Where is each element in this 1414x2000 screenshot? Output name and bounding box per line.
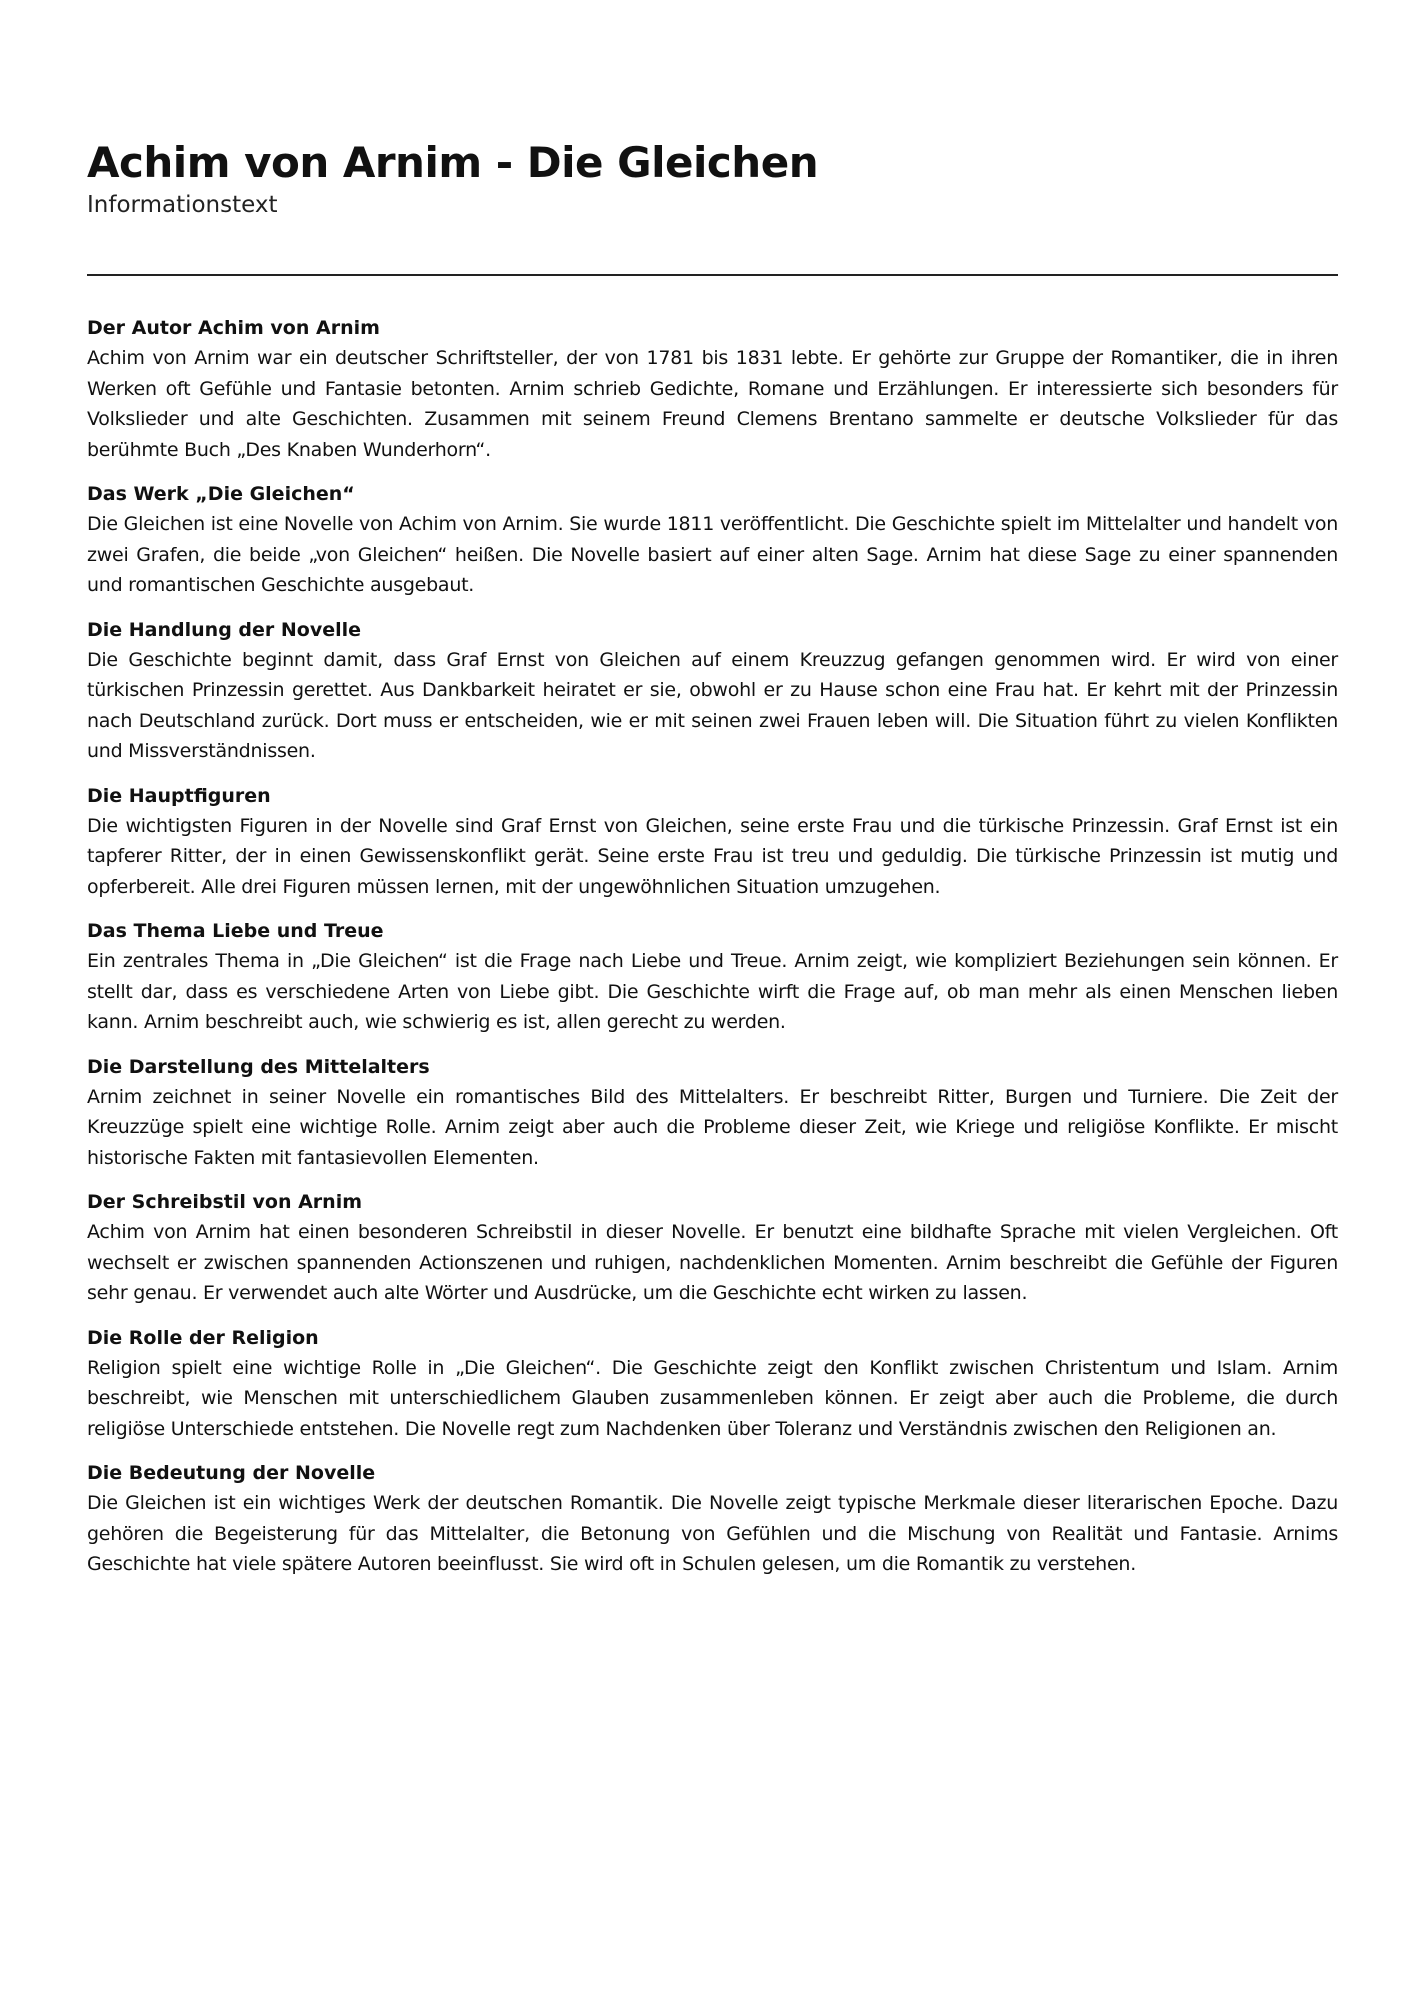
section-text: Achim von Arnim hat einen besonderen Schreibstil in dieser Novelle. Er benutzt eine bildhafte Sprache mit vielen Vergleichen. Oft wechselt er zwischen spannenden Actionszenen und ruhigen, nachdenklichen Momenten. Arnim beschreibt die Gefühle der Figuren sehr genau. Er verwendet auch alte Wörter und Ausdrücke, um die Geschichte echt wirken zu lassen. xyxy=(87,1221,1338,1304)
section-middle-ages xyxy=(87,1052,1338,1174)
section-text: Achim von Arnim war ein deutscher Schriftsteller, der von 1781 bis 1831 lebte. Er gehörte zur Gruppe der Romantiker, die in ihren Werken oft Gefühle und Fantasie betonten. Arnim schrieb Gedichte, Romane und Erzählungen. Er interessierte sich besonders für Volkslieder und alte Geschichten. Zusammen mit seinem Freund Clemens Brentano sammelte er deutsche Volkslieder für das berühmte Buch „Des Knaben Wunderhorn“. xyxy=(87,347,1338,461)
section-text: Arnim zeichnet in seiner Novelle ein romantisches Bild des Mittelalters. Er beschreibt Ritter, Burgen und Turniere. Die Zeit der Kreuzzüge spielt eine wichtige Rolle. Arnim zeigt aber auch die Probleme dieser Zeit, wie Kriege und religiöse Konflikte. Er mischt historische Fakten mit fantasievollen Elementen. xyxy=(87,1085,1338,1169)
section-heading: Der Schreibstil von Arnim xyxy=(87,1191,363,1213)
sections-container xyxy=(87,313,1338,1580)
section-author xyxy=(87,313,1338,465)
title-divider xyxy=(87,274,1338,276)
document-page xyxy=(87,138,1338,1594)
section-significance xyxy=(87,1458,1338,1580)
section-theme xyxy=(87,916,1338,1038)
section-heading: Die Bedeutung der Novelle xyxy=(87,1462,376,1484)
section-text: Die Gleichen ist ein wichtiges Werk der deutschen Romantik. Die Novelle zeigt typische Merkmale dieser literarischen Epoche. Dazu gehören die Begeisterung für das Mittelalter, die Betonung von Gefühlen und die Mischung von Realität und Fantasie. Arnims Geschichte hat viele spätere Autoren beeinflusst. Sie wird oft in Schulen gelesen, um die Romantik zu verstehen. xyxy=(87,1492,1338,1575)
section-heading: Die Rolle der Religion xyxy=(87,1326,319,1349)
section-text: Ein zentrales Thema in „Die Gleichen“ ist die Frage nach Liebe und Treue. Arnim zeigt, wie kompliziert Beziehungen sein können. Er stellt dar, dass es verschiedene Arten von Liebe gibt. Die Geschichte wirft die Frage auf, ob man mehr als einen Menschen lieben kann. Arnim beschreibt auch, wie schwierig es ist, allen gerecht zu werden. xyxy=(87,950,1338,1033)
section-heading: Das Werk „Die Gleichen“ xyxy=(87,483,355,505)
section-characters xyxy=(87,781,1338,903)
section-text: Die Gleichen ist eine Novelle von Achim von Arnim. Sie wurde 1811 veröffentlicht. Die Geschichte spielt im Mittelalter und handelt von zwei Grafen, die beide „von Gleichen“ heißen. Die Novelle basiert auf einer alten Sage. Arnim hat diese Sage zu einer spannenden und romantischen Geschichte ausgebaut. xyxy=(87,513,1338,596)
section-text: Die Geschichte beginnt damit, dass Graf Ernst von Gleichen auf einem Kreuzzug gefangen genommen wird. Er wird von einer türkischen Prinzessin gerettet. Aus Dankbarkeit heiratet er sie, obwohl er zu Hause schon eine Frau hat. Er kehrt mit der Prinzessin nach Deutschland zurück. Dort muss er entscheiden, wie er mit seinen zwei Frauen leben will. Die Situation führt zu vielen Konflikten und Missverständnissen. xyxy=(87,648,1338,762)
section-text: Die wichtigsten Figuren in der Novelle sind Graf Ernst von Gleichen, seine erste Frau und die türkische Prinzessin. Graf Ernst ist ein tapferer Ritter, der in einen Gewissenskonflikt gerät. Seine erste Frau ist treu und geduldig. Die türkische Prinzessin ist mutig und opferbereit. Alle drei Figuren müssen lernen, mit der ungewöhnlichen Situation umzugehen. xyxy=(87,814,1338,898)
section-text: Religion spielt eine wichtige Rolle in „Die Gleichen“. Die Geschichte zeigt den Konflikt zwischen Christentum und Islam. Arnim beschreibt, wie Menschen mit unterschiedlichem Glauben zusammenleben können. Er zeigt aber auch die Probleme, die durch religiöse Unterschiede entstehen. Die Novelle regt zum Nachdenken über Toleranz und Verständnis zwischen den Religionen an. xyxy=(87,1356,1338,1440)
section-plot xyxy=(87,615,1338,767)
section-religion xyxy=(87,1323,1338,1445)
page-title: Achim von Arnim - Die Gleichen xyxy=(87,138,819,187)
section-style xyxy=(87,1187,1338,1309)
section-heading: Die Hauptfiguren xyxy=(87,784,271,807)
section-work xyxy=(87,479,1338,601)
section-heading: Die Darstellung des Mittelalters xyxy=(87,1055,430,1078)
section-heading: Das Thema Liebe und Treue xyxy=(87,920,384,942)
section-heading: Die Handlung der Novelle xyxy=(87,618,362,641)
page-subtitle: Informationstext xyxy=(87,192,278,218)
section-heading: Der Autor Achim von Arnim xyxy=(87,317,380,339)
